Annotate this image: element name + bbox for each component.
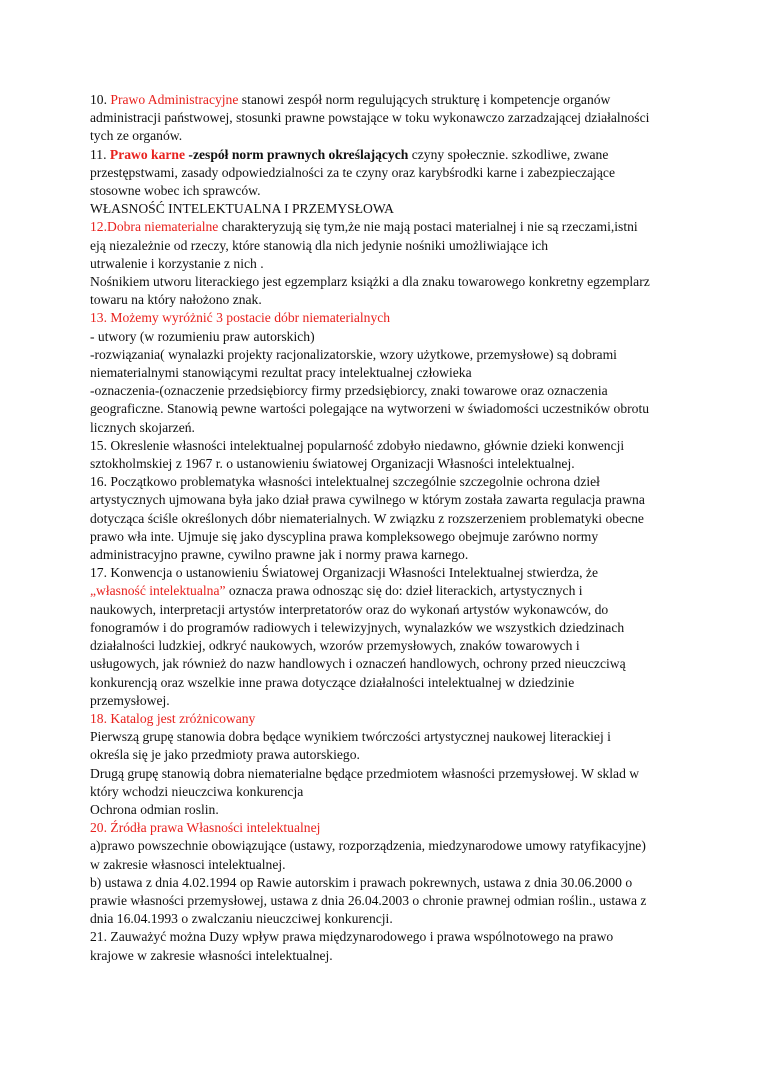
p16-line-2: artystycznych ujmowana była jako dział prawa cywilnego w którym została zawarta regulacja prawna — [90, 492, 645, 508]
section-heading: WŁASNOŚĆ INTELEKTUALNA I PRZEMYSŁOWA — [90, 201, 394, 217]
p17-line-6: usługowych, jak również do nazw handlowych i oznaczeń handlowych, ochrony przed nieuczciwą — [90, 656, 626, 672]
p13-line-1: - utwory (w rozumieniu praw autorskich) — [90, 328, 315, 344]
p16-line-1: 16. Początkowo problematyka własności intelektualnej szczególnie szczegolnie ochrona dzieł — [90, 474, 600, 490]
p13-line-4: -oznaczenia-(oznaczenie przedsiębiorcy firmy przedsiębiorcy, znaki towarowe oraz oznaczenia — [90, 383, 608, 399]
p18-line-3: Drugą grupę stanowią dobra niematerialne będące przedmiotem własności przemysłowej. W sklad w — [90, 765, 640, 781]
p12-term: Dobra niematerialne — [107, 219, 219, 235]
p17-line-4: fonogramów i do programów radiowych i telewizyjnych, wynalazków we wszystkich dziedzinach — [90, 619, 625, 635]
p11-term: Prawo karne — [109, 146, 186, 162]
p16-line-5: administracyjno prawne, cywilno prawne jak i normy prawa karnego. — [90, 547, 469, 563]
p17-text: oznacza prawa odnosząc się do: dzieł literackich, artystycznych i — [225, 583, 583, 599]
p16-line-3: dotycząca ściśle określonych dóbr niematerialnych. W związku z rozszerzeniem problematyki obecne — [90, 510, 644, 526]
p17-line-1: 17. Konwencja o ustanowieniu Światowej Organizacji Własności Intelektualnej stwierdza, że — [90, 565, 598, 581]
p18-line-1: Pierwszą grupę stanowia dobra będące wynikiem twórczości artystycznej naukowej literackiej i — [90, 729, 611, 745]
p21-line-2: krajowe w zakresie własności intelektualnej. — [90, 947, 333, 963]
p12-line-1 — [90, 218, 680, 236]
p11-dash: - — [185, 146, 193, 162]
p20-line-1: a)prawo powszechnie obowiązujące (ustawy, rozporządzenia, miedzynarodowe umowy ratyfikacyjne) — [90, 838, 646, 854]
p10-line-2: administracji państwowej, stosunki prawne powstające w toku wykonawczo zarzadzającej działalności — [90, 110, 650, 126]
p15-line-1: 15. Okreslenie własności intelektualnej popularność zdobyło niedawno, głównie dzieki konwencji — [90, 437, 625, 453]
p11-line-2: przestępstwami, zasady odpowiedzialności za te czyny oraz karybśrodki karne i zabezpieczające — [90, 164, 615, 180]
p10-term: Prawo Administracyjne — [110, 92, 239, 107]
p20-line-4: prawie własności przemysłowej, ustawa z dnia 26.04.2003 o chronie prawnej odmian roślin., ustawa z — [90, 892, 647, 908]
p10-line-1 — [90, 91, 680, 109]
p21-line-1: 21. Zauważyć można Duzy wpływ prawa międzynarodowego i prawa wspólnotowego na prawo — [90, 929, 614, 945]
p20-line-3: b) ustawa z dnia 4.02.1994 op Rawie autorskim i prawach pokrewnych, ustawa z dnia 30.06.2000 o — [90, 874, 633, 890]
p10-text: stanowi zespół norm regulujących strukturę i kompetencje organów — [238, 92, 611, 107]
p17-line-7: konkurencją oraz wszelkie inne prawa dotyczące działalności intelektualnej w dziedzinie — [90, 674, 575, 690]
p12-line-2: eją niezależnie od rzeczy, które stanowią dla nich jedynie nośniki umożliwiające ich — [90, 237, 549, 253]
p18-title: 18. Katalog jest zróżnicowany — [90, 710, 256, 726]
p11-line-1 — [90, 146, 680, 164]
p12-line-4: Nośnikiem utworu literackiego jest egzemplarz książki a dla znaku towarowego konkretny egzemplarz — [90, 274, 650, 290]
p11-line-3: stosowne wobec ich sprawców. — [90, 183, 261, 199]
p20-line-2: w zakresie własnosci intelektualnej. — [90, 856, 286, 872]
p10-line-3: tych ze organów. — [90, 128, 183, 144]
p12-line-5: towaru na który nałożono znak. — [90, 292, 262, 308]
p17-line-2 — [90, 582, 680, 600]
p13-line-6: licznych skojarzeń. — [90, 419, 195, 435]
p18-line-4: który wchodzi nieuczciwa konkurencja — [90, 783, 304, 799]
p11-number: 11. — [90, 146, 110, 162]
p10-number: 10. — [90, 92, 111, 107]
p16-line-4: prawo wła inte. Ujmuje się jako dyscyplina prawa kompleksowego obejmuje zarówno normy — [90, 528, 599, 544]
p15-line-2: sztokholmskiej z 1967 r. o ustanowieniu światowej Organizacji Własności intelektualnej. — [90, 456, 575, 472]
p12-text: charakteryzują się tym,że nie mają postaci materialnej i nie są rzeczami,istni — [218, 219, 638, 235]
p13-line-2: -rozwiązania( wynalazki projekty racjonalizatorskie, wzory użytkowe, przemysłowe) są dobrami — [90, 346, 617, 362]
p13-line-5: geograficzne. Stanowią pewne wartości polegające na wytworzeni w świadomości uczestników obrotu — [90, 401, 650, 417]
p11-text: czyny społecznie. szkodliwe, zwane — [408, 146, 609, 162]
p17-line-5: działalności ludzkiej, odkryć naukowych, wzorów przemysłowych, znaków towarowych i — [90, 638, 580, 654]
p20-line-5: dnia 16.04.1993 o zwalczaniu nieuczciwej konkurencji. — [90, 911, 393, 927]
p18-line-5: Ochrona odmian roslin. — [90, 801, 219, 817]
p17-term: „własność intelektualna” — [90, 583, 226, 599]
p12-number: 12. — [90, 219, 107, 235]
p13-line-3: niematerialnymi stanowiącymi rezultat pracy intelektualnej człowieka — [90, 365, 472, 381]
p17-line-8: przemysłowej. — [90, 692, 170, 708]
p18-line-2: określa się je jako przedmioty prawa autorskiego. — [90, 747, 360, 763]
document-page — [90, 91, 680, 965]
p11-bold-text: zespół norm prawnych określających — [192, 146, 409, 162]
p12-line-3: utrwalenie i korzystanie z nich . — [90, 255, 264, 271]
p13-title: 13. Możemy wyróżnić 3 postacie dóbr niematerialnych — [90, 310, 391, 326]
p17-line-3: naukowych, interpretacji artystów interpretatorów oraz do wykonań artystów wykonawców, do — [90, 601, 609, 617]
p20-title: 20. Źródła prawa Własności intelektualnej — [90, 820, 321, 836]
